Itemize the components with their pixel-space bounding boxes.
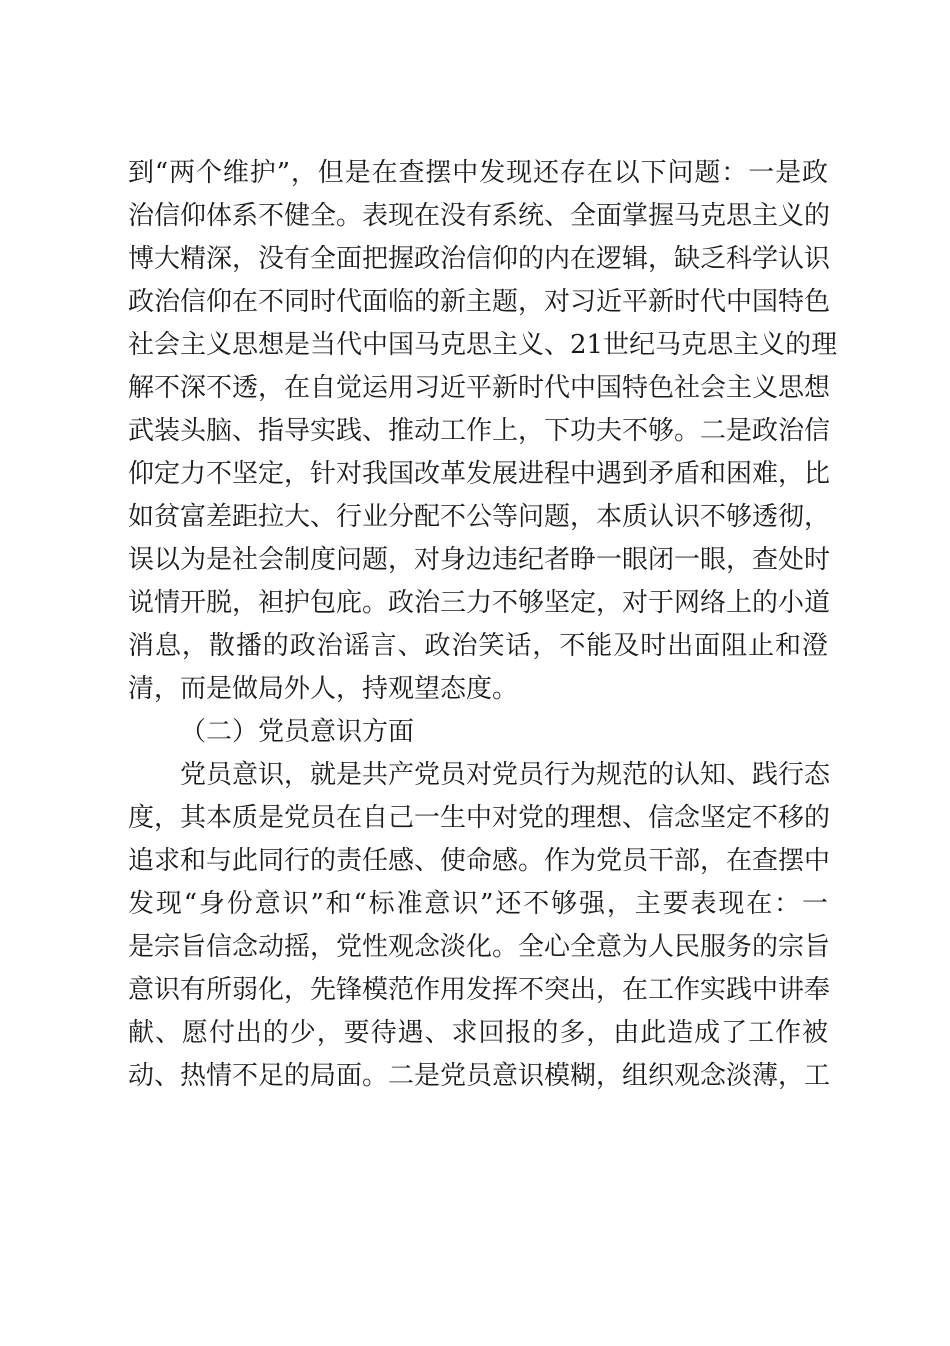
- text-line: 追求和与此同行的责任感、使命感。作为党员干部，在查摆中: [128, 846, 831, 876]
- text-line: 到“两个维护”，但是在查摆中发现还存在以下问题：一是政: [128, 158, 828, 188]
- text-line: 仰定力不坚定，针对我国改革发展进程中遇到矛盾和困难，比: [128, 459, 831, 489]
- text-line: 是宗旨信念动摇，党性观念淡化。全心全意为人民服务的宗旨: [128, 932, 831, 962]
- text-line: 解不深不透，在自觉运用习近平新时代中国特色社会主义思想: [128, 373, 831, 403]
- text-line: 发现“身份意识”和“标准意识”还不够强，主要表现在：一: [128, 889, 828, 919]
- text-line: 武装头脑、指导实践、推动工作上，下功夫不够。二是政治信: [128, 416, 831, 446]
- text-line: 社会主义思想是当代中国马克思主义、21世纪马克思主义的理: [128, 330, 838, 360]
- text-line: 度，其本质是党员在自己一生中对党的理想、信念坚定不移的: [128, 803, 831, 833]
- text-line: 治信仰体系不健全。表现在没有系统、全面掌握马克思主义的: [128, 201, 831, 231]
- text-line: 博大精深，没有全面把握政治信仰的内在逻辑，缺乏科学认识: [128, 244, 831, 274]
- text-line: 政治信仰在不同时代面临的新主题，对习近平新时代中国特色: [128, 287, 831, 317]
- paragraph-party-member-awareness: [128, 754, 831, 1098]
- text-line: 动、热情不足的局面。二是党员意识模糊，组织观念淡薄，工: [128, 1061, 831, 1091]
- paragraph-political-belief: [128, 152, 838, 711]
- text-line: 消息，散播的政治谣言、政治笑话，不能及时出面阻止和澄: [128, 631, 828, 661]
- text-line: 献、愿付出的少，要待遇、求回报的多，由此造成了工作被: [128, 1018, 828, 1048]
- section-heading: （二）党员意识方面: [180, 717, 415, 747]
- text-line: 清，而是做局外人，持观望态度。: [128, 674, 519, 704]
- text-line: 党员意识，就是共产党员对党员行为规范的认知、践行态: [180, 760, 831, 790]
- text-line: 意识有所弱化，先锋模范作用发挥不突出，在工作实践中讲奉: [128, 975, 831, 1005]
- text-line: 误以为是社会制度问题，对身边违纪者睁一眼闭一眼，查处时: [128, 545, 831, 575]
- document-body: [128, 152, 838, 1098]
- text-line: 说情开脱，袒护包庇。政治三力不够坚定，对于网络上的小道: [128, 588, 831, 618]
- text-line: 如贫富差距拉大、行业分配不公等问题，本质认识不够透彻，: [128, 502, 831, 532]
